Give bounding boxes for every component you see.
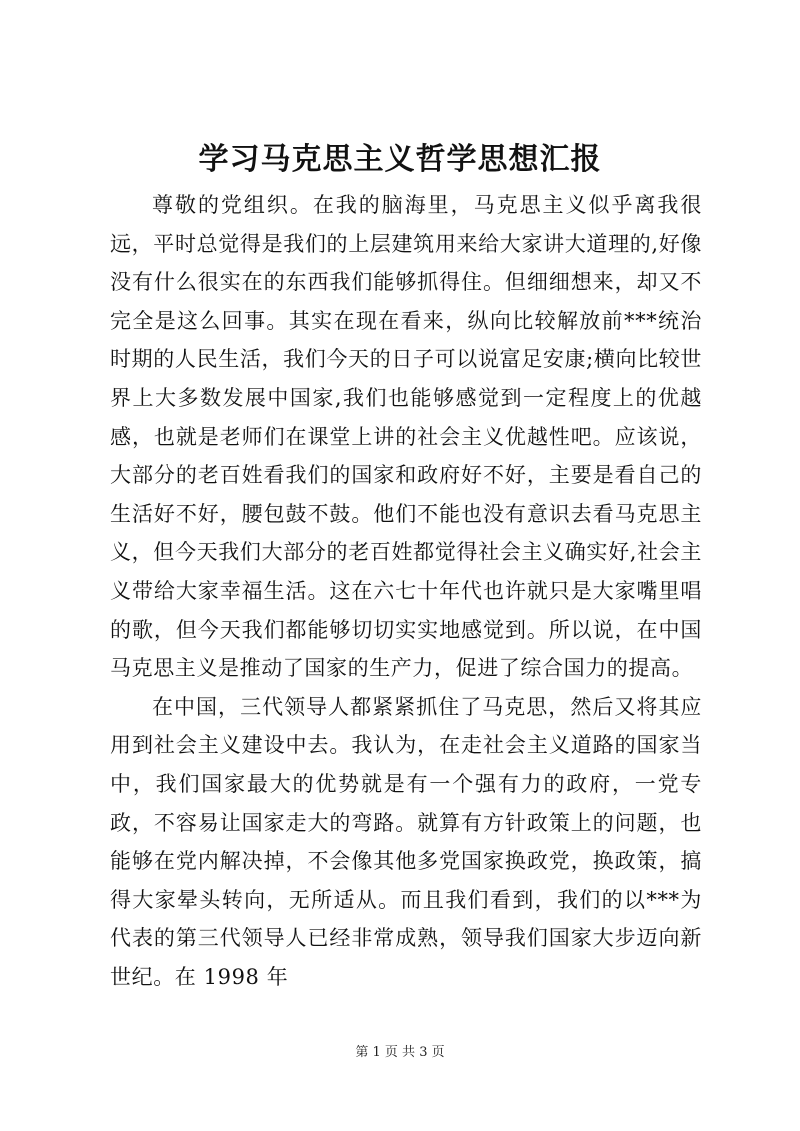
- paragraph-2: 在中国，三代领导人都紧紧抓住了马克思，然后又将其应用到社会主义建设中去。我认为，在走社会主义道路的国家当中，我们国家最大的优势就是有一个强有力的政府，一党专政，不容易让国家走大的弯路。就算有方针政策上的问题，也能够在党内解决掉，不会像其他多党国家换政党，换政策，搞得大家晕头转向，无所适从。而且我们看到，我们的以***为代表的第三代领导人已经非常成熟，领导我们国家大步迈向新世纪。在 1998 年: [110, 694, 702, 989]
- document-title: 学习马克思主义哲学思想汇报: [198, 142, 602, 177]
- document-body: [110, 186, 702, 996]
- page-footer: 第 1 页 共 3 页: [355, 1045, 445, 1060]
- paragraph-1: 尊敬的党组织。在我的脑海里，马克思主义似乎离我很远，平时总觉得是我们的上层建筑用来给大家讲大道理的,好像没有什么很实在的东西我们能够抓得住。但细细想来，却又不完全是这么回事。其实在现在看来，纵向比较解放前***统治时期的人民生活，我们今天的日子可以说富足安康;横向比较世界上大多数发展中国家,我们也能够感觉到一定程度上的优越感，也就是老师们在课堂上讲的社会主义优越性吧。应该说，大部分的老百姓看我们的国家和政府好不好，主要是看自己的生活好不好，腰包鼓不鼓。他们不能也没有意识去看马克思主义，但今天我们大部分的老百姓都觉得社会主义确实好,社会主义带给大家幸福生活。这在六七十年代也许就只是大家嘴里唱的歌，但今天我们都能够切切实实地感觉到。所以说，在中国马克思主义是推动了国家的生产力，促进了综合国力的提高。: [110, 193, 702, 681]
